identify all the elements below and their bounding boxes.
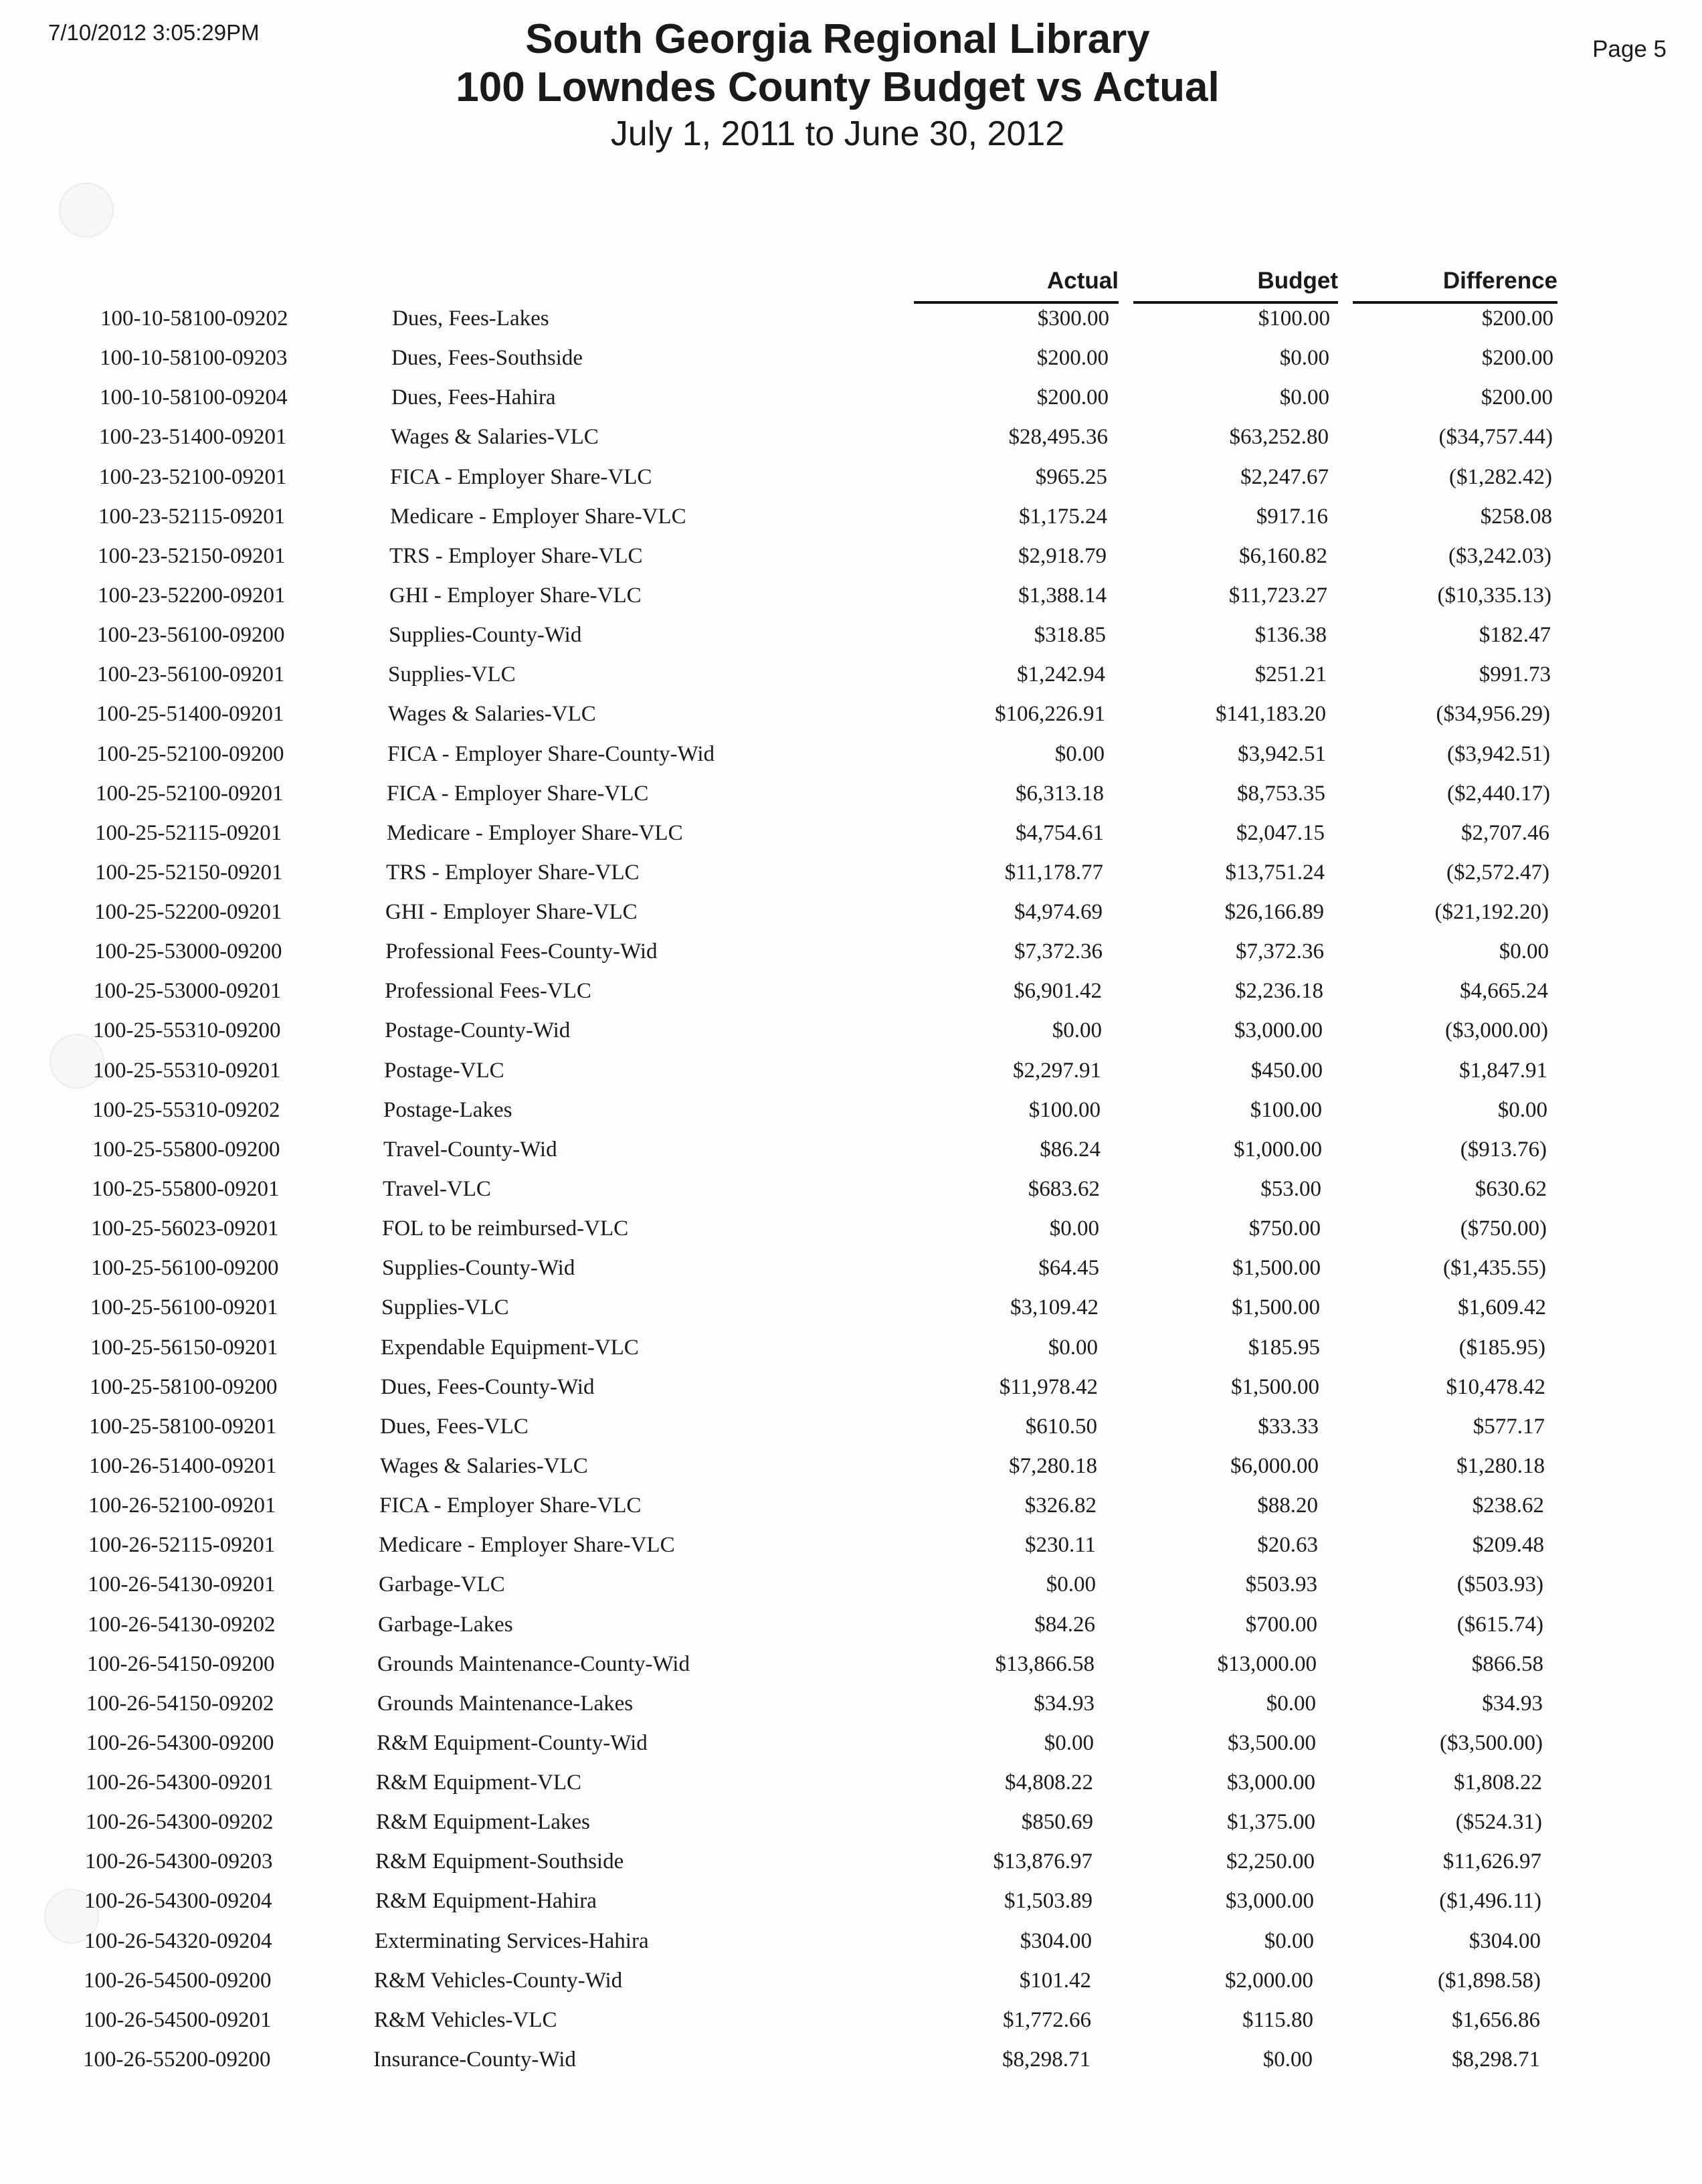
account-code: 100-26-54300-09204 [84,1889,272,1913]
table-row [0,544,1702,581]
difference-amount: ($185.95) [1458,1336,1545,1360]
account-code: 100-26-54130-09201 [88,1572,276,1597]
account-code: 100-26-54150-09200 [87,1652,275,1676]
difference-amount: $866.58 [1471,1652,1543,1676]
budget-amount: $2,047.15 [1236,821,1325,845]
account-code: 100-25-58100-09200 [90,1375,278,1399]
difference-amount: $200.00 [1481,306,1553,331]
table-row [0,1138,1702,1175]
account-description: R&M Equipment-Hahira [375,1889,597,1913]
budget-amount: $100.00 [1258,306,1330,331]
difference-amount: ($34,956.29) [1436,702,1550,726]
actual-amount: $1,388.14 [1018,583,1107,608]
account-description: Travel-VLC [383,1177,491,1201]
table-row [0,1889,1702,1926]
actual-amount: $2,918.79 [1018,544,1107,568]
actual-amount: $7,372.36 [1014,939,1103,964]
account-description: R&M Vehicles-County-Wid [374,1969,623,1993]
actual-amount: $2,297.91 [1013,1059,1101,1083]
budget-amount: $1,000.00 [1234,1138,1322,1162]
actual-amount: $6,313.18 [1016,782,1104,806]
difference-amount: $182.47 [1479,623,1551,647]
account-code: 100-25-55800-09200 [92,1138,280,1162]
account-code: 100-23-52115-09201 [98,505,286,529]
actual-amount: $0.00 [1049,1216,1099,1241]
account-code: 100-25-55310-09202 [92,1098,280,1122]
table-row [0,1177,1702,1214]
table-row [0,821,1702,858]
table-row [0,782,1702,819]
actual-amount: $318.85 [1034,623,1106,647]
budget-amount: $3,500.00 [1228,1731,1316,1755]
account-description: Dues, Fees-Hahira [391,385,556,410]
account-code: 100-10-58100-09202 [100,306,288,331]
account-code: 100-26-54130-09202 [88,1613,276,1637]
page-number: Page 5 [1592,36,1667,62]
account-code: 100-10-58100-09203 [100,346,288,370]
difference-amount: $238.62 [1472,1493,1544,1518]
print-timestamp: 7/10/2012 3:05:29PM [48,20,260,45]
table-row [0,1454,1702,1491]
account-code: 100-26-54500-09200 [84,1969,272,1993]
account-description: Medicare - Employer Share-VLC [387,821,683,845]
budget-amount: $3,000.00 [1226,1889,1314,1913]
actual-amount: $304.00 [1020,1929,1092,1953]
difference-amount: $200.00 [1481,385,1553,410]
budget-amount: $3,942.51 [1238,742,1326,766]
difference-amount: $0.00 [1497,1098,1547,1122]
difference-amount: ($34,757.44) [1438,425,1553,449]
table-row [0,1969,1702,2006]
table-row [0,1692,1702,1729]
table-row [0,1415,1702,1452]
difference-amount: $34.93 [1482,1692,1543,1716]
account-description: Wages & Salaries-VLC [388,702,596,726]
table-row [0,1613,1702,1650]
actual-amount: $0.00 [1052,1018,1102,1042]
account-description: Postage-Lakes [383,1098,512,1122]
difference-amount: $304.00 [1469,1929,1541,1953]
account-description: R&M Equipment-Lakes [376,1810,590,1834]
account-code: 100-23-56100-09200 [97,623,285,647]
table-row [0,1295,1702,1333]
actual-amount: $1,175.24 [1019,505,1107,529]
account-code: 100-25-55310-09200 [93,1018,281,1042]
account-description: Insurance-County-Wid [373,2047,576,2072]
account-description: FICA - Employer Share-County-Wid [387,742,715,766]
account-code: 100-26-54300-09203 [85,1849,273,1874]
account-description: Supplies-VLC [388,662,516,687]
account-description: Supplies-VLC [381,1295,509,1320]
budget-amount: $700.00 [1245,1613,1317,1637]
budget-amount: $7,372.36 [1236,939,1324,964]
difference-amount: ($1,898.58) [1438,1969,1541,1993]
table-row [0,623,1702,660]
difference-amount: ($2,572.47) [1446,860,1549,885]
account-description: Dues, Fees-County-Wid [381,1375,595,1399]
difference-amount: $577.17 [1473,1415,1545,1439]
table-row [0,860,1702,898]
budget-amount: $2,236.18 [1235,979,1323,1003]
difference-amount: $4,665.24 [1460,979,1548,1003]
account-code: 100-23-52150-09201 [98,544,286,568]
account-code: 100-23-52200-09201 [98,583,286,608]
account-description: Dues, Fees-VLC [380,1415,529,1439]
budget-amount: $2,247.67 [1240,465,1329,489]
actual-amount: $86.24 [1040,1138,1101,1162]
actual-amount: $101.42 [1019,1969,1091,1993]
difference-amount: $258.08 [1480,505,1552,529]
actual-amount: $326.82 [1024,1493,1097,1518]
account-description: R&M Vehicles-VLC [374,2008,557,2032]
account-description: Garbage-Lakes [378,1613,513,1637]
account-description: Wages & Salaries-VLC [380,1454,588,1478]
account-description: Garbage-VLC [379,1572,505,1597]
actual-amount: $610.50 [1025,1415,1097,1439]
table-row [0,1572,1702,1610]
budget-amount: $0.00 [1266,1692,1316,1716]
account-description: R&M Equipment-VLC [376,1770,582,1795]
account-description: Supplies-County-Wid [389,623,582,647]
actual-amount: $64.45 [1038,1256,1099,1280]
table-row [0,1059,1702,1096]
difference-amount: $200.00 [1481,346,1553,370]
table-row [0,939,1702,977]
account-code: 100-26-52115-09201 [88,1533,276,1557]
account-description: TRS - Employer Share-VLC [389,544,643,568]
difference-amount: $1,280.18 [1456,1454,1545,1478]
table-row [0,385,1702,423]
table-row [0,306,1702,344]
account-description: Medicare - Employer Share-VLC [390,505,686,529]
difference-amount: $10,478.42 [1446,1375,1545,1399]
budget-amount: $11,723.27 [1228,583,1327,608]
table-row [0,2008,1702,2045]
account-description: FICA - Employer Share-VLC [390,465,652,489]
actual-amount: $84.26 [1034,1613,1095,1637]
difference-amount: ($10,335.13) [1437,583,1551,608]
table-row [0,1929,1702,1967]
report-period: July 1, 2011 to June 30, 2012 [610,114,1065,153]
difference-amount: ($3,942.51) [1447,742,1550,766]
account-code: 100-23-52100-09201 [99,465,287,489]
account-description: Expendable Equipment-VLC [381,1336,639,1360]
table-row [0,1375,1702,1413]
actual-amount: $230.11 [1024,1533,1096,1557]
account-description: Postage-VLC [384,1059,504,1083]
table-row [0,1216,1702,1254]
difference-amount: $1,808.22 [1454,1770,1542,1795]
account-code: 100-25-56100-09201 [90,1295,278,1320]
table-row [0,900,1702,937]
actual-amount: $6,901.42 [1014,979,1102,1003]
actual-amount: $0.00 [1044,1731,1094,1755]
account-description: Professional Fees-County-Wid [385,939,658,964]
budget-amount: $450.00 [1250,1059,1323,1083]
actual-amount: $0.00 [1046,1572,1096,1597]
table-row [0,1533,1702,1570]
account-code: 100-25-52200-09201 [94,900,282,924]
account-description: Exterminating Services-Hahira [375,1929,649,1953]
table-row [0,1018,1702,1056]
budget-amount: $13,000.00 [1217,1652,1317,1676]
difference-amount: ($503.93) [1456,1572,1543,1597]
table-row [0,465,1702,503]
account-code: 100-25-52100-09200 [96,742,284,766]
budget-amount: $53.00 [1260,1177,1321,1201]
budget-amount: $0.00 [1264,1929,1314,1953]
table-row [0,1493,1702,1531]
actual-amount: $106,226.91 [995,702,1105,726]
account-description: Supplies-County-Wid [382,1256,575,1280]
table-row [0,662,1702,700]
difference-amount: ($615.74) [1456,1613,1543,1637]
table-row [0,1849,1702,1887]
actual-amount: $0.00 [1048,1336,1098,1360]
difference-amount: ($1,496.11) [1439,1889,1541,1913]
account-description: Dues, Fees-Southside [391,346,583,370]
actual-amount: $4,754.61 [1016,821,1104,845]
difference-amount: $991.73 [1479,662,1551,687]
actual-amount: $13,876.97 [993,1849,1093,1874]
actual-amount: $3,109.42 [1010,1295,1099,1320]
difference-amount: $1,609.42 [1458,1295,1546,1320]
account-code: 100-26-51400-09201 [89,1454,277,1478]
account-description: Medicare - Employer Share-VLC [379,1533,675,1557]
budget-amount: $115.80 [1242,2008,1313,2032]
account-description: FOL to be reimbursed-VLC [382,1216,629,1241]
account-code: 100-10-58100-09204 [100,385,288,410]
actual-amount: $11,978.42 [999,1375,1098,1399]
difference-amount: $0.00 [1499,939,1549,964]
actual-amount: $965.25 [1035,465,1107,489]
budget-amount: $88.20 [1257,1493,1318,1518]
budget-amount: $6,000.00 [1230,1454,1319,1478]
budget-amount: $503.93 [1245,1572,1317,1597]
budget-amount: $0.00 [1279,385,1329,410]
table-row [0,1336,1702,1373]
actual-amount: $8,298.71 [1002,2047,1091,2072]
account-code: 100-26-54320-09204 [84,1929,272,1953]
table-row [0,425,1702,462]
table-row [0,505,1702,542]
difference-amount: $209.48 [1472,1533,1544,1557]
account-description: Grounds Maintenance-Lakes [377,1692,634,1716]
budget-amount: $917.16 [1256,505,1328,529]
account-code: 100-25-58100-09201 [89,1415,277,1439]
account-code: 100-25-53000-09201 [94,979,282,1003]
account-code: 100-25-52150-09201 [95,860,283,885]
difference-amount: ($750.00) [1460,1216,1547,1241]
account-description: TRS - Employer Share-VLC [386,860,640,885]
account-description: GHI - Employer Share-VLC [389,583,642,608]
actual-amount: $1,772.66 [1003,2008,1091,2032]
difference-amount: ($2,440.17) [1447,782,1550,806]
budget-amount: $8,753.35 [1237,782,1325,806]
table-row [0,1256,1702,1293]
budget-amount: $26,166.89 [1224,900,1324,924]
difference-amount: ($3,242.03) [1448,544,1551,568]
account-code: 100-25-53000-09200 [94,939,282,964]
difference-amount: ($3,500.00) [1440,1731,1543,1755]
difference-amount: $630.62 [1475,1177,1547,1201]
budget-amount: $2,000.00 [1225,1969,1313,1993]
account-code: 100-26-54500-09201 [84,2008,272,2032]
table-row [0,2047,1702,2085]
account-code: 100-26-54300-09200 [86,1731,274,1755]
account-code: 100-26-54300-09201 [86,1770,274,1795]
account-code: 100-26-54150-09202 [86,1692,274,1716]
column-header-budget-label: Budget [1257,268,1338,294]
budget-amount: $1,500.00 [1232,1295,1320,1320]
budget-amount: $6,160.82 [1239,544,1327,568]
account-description: Wages & Salaries-VLC [391,425,599,449]
account-description: Dues, Fees-Lakes [392,306,549,331]
budget-amount: $20.63 [1257,1533,1318,1557]
actual-amount: $100.00 [1028,1098,1101,1122]
table-row [0,702,1702,739]
actual-amount: $200.00 [1036,385,1109,410]
account-code: 100-26-55200-09200 [83,2047,271,2072]
budget-amount: $3,000.00 [1227,1770,1315,1795]
budget-amount: $3,000.00 [1234,1018,1323,1042]
actual-amount: $850.69 [1021,1810,1093,1834]
column-header-actual-label: Actual [1047,268,1119,294]
account-description: Postage-County-Wid [385,1018,571,1042]
account-code: 100-25-56150-09201 [90,1336,278,1360]
table-row [0,346,1702,383]
actual-amount: $4,808.22 [1005,1770,1093,1795]
column-header-difference-label: Difference [1442,268,1557,294]
budget-amount: $63,252.80 [1229,425,1329,449]
actual-amount: $4,974.69 [1014,900,1103,924]
difference-amount: ($21,192.20) [1434,900,1549,924]
budget-amount: $0.00 [1262,2047,1313,2072]
difference-amount: ($1,435.55) [1443,1256,1546,1280]
table-row [0,583,1702,621]
account-code: 100-25-56023-09201 [91,1216,279,1241]
budget-amount: $100.00 [1250,1098,1322,1122]
difference-amount: ($1,282.42) [1449,465,1552,489]
account-description: R&M Equipment-County-Wid [377,1731,648,1755]
budget-amount: $13,751.24 [1225,860,1325,885]
budget-amount: $0.00 [1279,346,1329,370]
budget-amount: $1,375.00 [1227,1810,1315,1834]
actual-amount: $200.00 [1036,346,1109,370]
actual-amount: $13,866.58 [995,1652,1095,1676]
actual-amount: $7,280.18 [1009,1454,1097,1478]
budget-amount: $33.33 [1258,1415,1319,1439]
actual-amount: $683.62 [1028,1177,1100,1201]
actual-amount: $1,503.89 [1004,1889,1093,1913]
actual-amount: $0.00 [1054,742,1105,766]
account-description: Travel-County-Wid [383,1138,557,1162]
account-description: Professional Fees-VLC [385,979,591,1003]
actual-amount: $1,242.94 [1017,662,1105,687]
account-description: R&M Equipment-Southside [375,1849,624,1874]
budget-amount: $1,500.00 [1232,1256,1321,1280]
table-row [0,1652,1702,1690]
actual-amount: $28,495.36 [1008,425,1108,449]
account-code: 100-25-55800-09201 [92,1177,280,1201]
budget-amount: $185.95 [1248,1336,1320,1360]
table-row [0,1731,1702,1768]
difference-amount: ($913.76) [1460,1138,1547,1162]
difference-amount: $11,626.97 [1442,1849,1541,1874]
account-code: 100-23-51400-09201 [99,425,287,449]
difference-amount: $8,298.71 [1452,2047,1540,2072]
report-title: 100 Lowndes County Budget vs Actual [456,64,1220,110]
budget-amount: $2,250.00 [1226,1849,1315,1874]
account-description: GHI - Employer Share-VLC [385,900,638,924]
difference-amount: $1,847.91 [1459,1059,1547,1083]
account-code: 100-26-54300-09202 [86,1810,274,1834]
table-row [0,1770,1702,1808]
account-code: 100-25-52115-09201 [95,821,282,845]
budget-amount: $1,500.00 [1231,1375,1319,1399]
difference-amount: $1,656.86 [1452,2008,1540,2032]
account-code: 100-25-55310-09201 [93,1059,281,1083]
difference-amount: $2,707.46 [1461,821,1549,845]
table-row [0,979,1702,1016]
budget-amount: $251.21 [1254,662,1327,687]
budget-amount: $136.38 [1254,623,1327,647]
account-description: FICA - Employer Share-VLC [387,782,649,806]
actual-amount: $300.00 [1037,306,1109,331]
actual-amount: $34.93 [1034,1692,1095,1716]
organization-title: South Georgia Regional Library [525,16,1150,62]
actual-amount: $11,178.77 [1004,860,1103,885]
difference-amount: ($3,000.00) [1445,1018,1548,1042]
account-code: 100-25-51400-09201 [96,702,284,726]
table-row [0,1098,1702,1135]
table-row [0,1810,1702,1847]
account-code: 100-23-56100-09201 [97,662,285,687]
account-description: FICA - Employer Share-VLC [379,1493,642,1518]
budget-amount: $750.00 [1248,1216,1321,1241]
difference-amount: ($524.31) [1455,1810,1542,1834]
account-description: Grounds Maintenance-County-Wid [377,1652,690,1676]
table-row [0,742,1702,780]
account-code: 100-25-52100-09201 [96,782,284,806]
budget-amount: $141,183.20 [1216,702,1326,726]
account-code: 100-26-52100-09201 [88,1493,276,1518]
account-code: 100-25-56100-09200 [91,1256,279,1280]
